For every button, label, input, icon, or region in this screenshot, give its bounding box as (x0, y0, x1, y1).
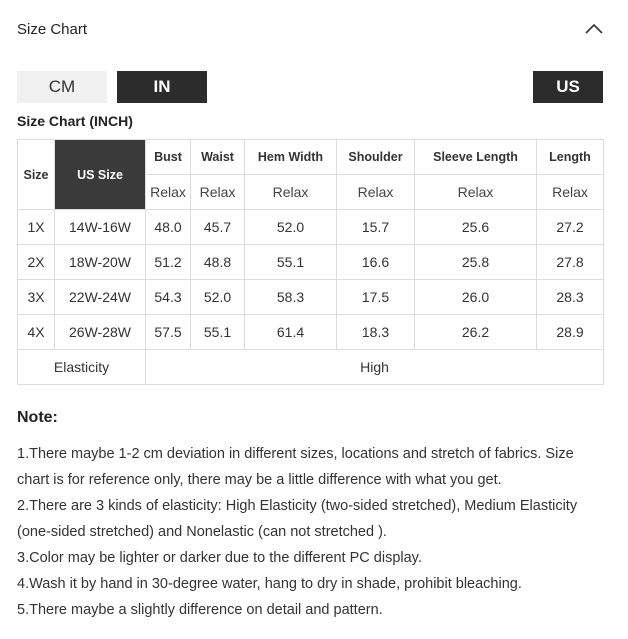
elasticity-value: High (146, 350, 604, 385)
fit-cell: Relax (245, 175, 337, 210)
fit-cell: Relax (191, 175, 245, 210)
size-header: Size (18, 140, 55, 210)
value-cell: 16.6 (337, 245, 415, 280)
table-row (18, 245, 604, 280)
note-line: 5.There maybe a slightly difference on detail and pattern. (17, 602, 383, 618)
value-cell: 54.3 (146, 280, 191, 315)
value-cell: 52.0 (245, 210, 337, 245)
value-cell: 57.5 (146, 315, 191, 350)
fit-cell: Relax (415, 175, 537, 210)
fit-cell: Relax (537, 175, 604, 210)
note-line: 3.Color may be lighter or darker due to the different PC display. (17, 550, 422, 566)
column-header: Shoulder (337, 140, 415, 175)
size-cell: 2X (18, 245, 55, 280)
note-title: Note: (17, 409, 58, 426)
column-header: Sleeve Length (415, 140, 537, 175)
us-size-cell: 14W-16W (55, 210, 146, 245)
value-cell: 25.8 (415, 245, 537, 280)
note-line: 4.Wash it by hand in 30-degree water, hang to dry in shade, prohibit bleaching. (17, 576, 522, 592)
us-size-cell: 22W-24W (55, 280, 146, 315)
value-cell: 26.0 (415, 280, 537, 315)
elasticity-label: Elasticity (18, 350, 146, 385)
fit-cell: Relax (337, 175, 415, 210)
header-title: Size Chart (17, 21, 88, 38)
value-cell: 28.3 (537, 280, 604, 315)
value-cell: 15.7 (337, 210, 415, 245)
size-cell: 4X (18, 315, 55, 350)
note-list (17, 441, 607, 623)
region-us-button[interactable]: US (533, 71, 603, 103)
size-table (17, 139, 604, 385)
value-cell: 48.8 (191, 245, 245, 280)
size-chart-header[interactable] (0, 0, 628, 58)
column-header: Length (537, 140, 604, 175)
value-cell: 17.5 (337, 280, 415, 315)
unit-cm-button[interactable]: CM (17, 71, 107, 103)
value-cell: 45.7 (191, 210, 245, 245)
note-line: 1.There maybe 1-2 cm deviation in different sizes, locations and stretch of fabrics. Size chart is for reference only, there may be a little difference with what you get. (17, 446, 574, 488)
value-cell: 55.1 (245, 245, 337, 280)
value-cell: 55.1 (191, 315, 245, 350)
value-cell: 26.2 (415, 315, 537, 350)
chart-title: Size Chart (INCH) (17, 113, 133, 129)
value-cell: 18.3 (337, 315, 415, 350)
elasticity-row (18, 350, 604, 385)
value-cell: 48.0 (146, 210, 191, 245)
column-header: Waist (191, 140, 245, 175)
size-cell: 3X (18, 280, 55, 315)
column-header: Hem Width (245, 140, 337, 175)
size-cell: 1X (18, 210, 55, 245)
us-size-cell: 18W-20W (55, 245, 146, 280)
table-row (18, 210, 604, 245)
unit-in-button[interactable]: IN (117, 71, 207, 103)
chevron-up-icon[interactable] (584, 22, 604, 36)
us-size-cell: 26W-28W (55, 315, 146, 350)
value-cell: 28.9 (537, 315, 604, 350)
note-line: 2.There are 3 kinds of elasticity: High Elasticity (two-sided stretched), Medium Elasticity (one-sided stretched) and Nonelastic (can not stretched ). (17, 498, 578, 540)
value-cell: 51.2 (146, 245, 191, 280)
column-header: Bust (146, 140, 191, 175)
fit-cell: Relax (146, 175, 191, 210)
us-size-header: US Size (55, 140, 146, 210)
value-cell: 58.3 (245, 280, 337, 315)
value-cell: 25.6 (415, 210, 537, 245)
value-cell: 27.2 (537, 210, 604, 245)
value-cell: 61.4 (245, 315, 337, 350)
value-cell: 27.8 (537, 245, 604, 280)
table-row (18, 315, 604, 350)
table-row (18, 280, 604, 315)
value-cell: 52.0 (191, 280, 245, 315)
